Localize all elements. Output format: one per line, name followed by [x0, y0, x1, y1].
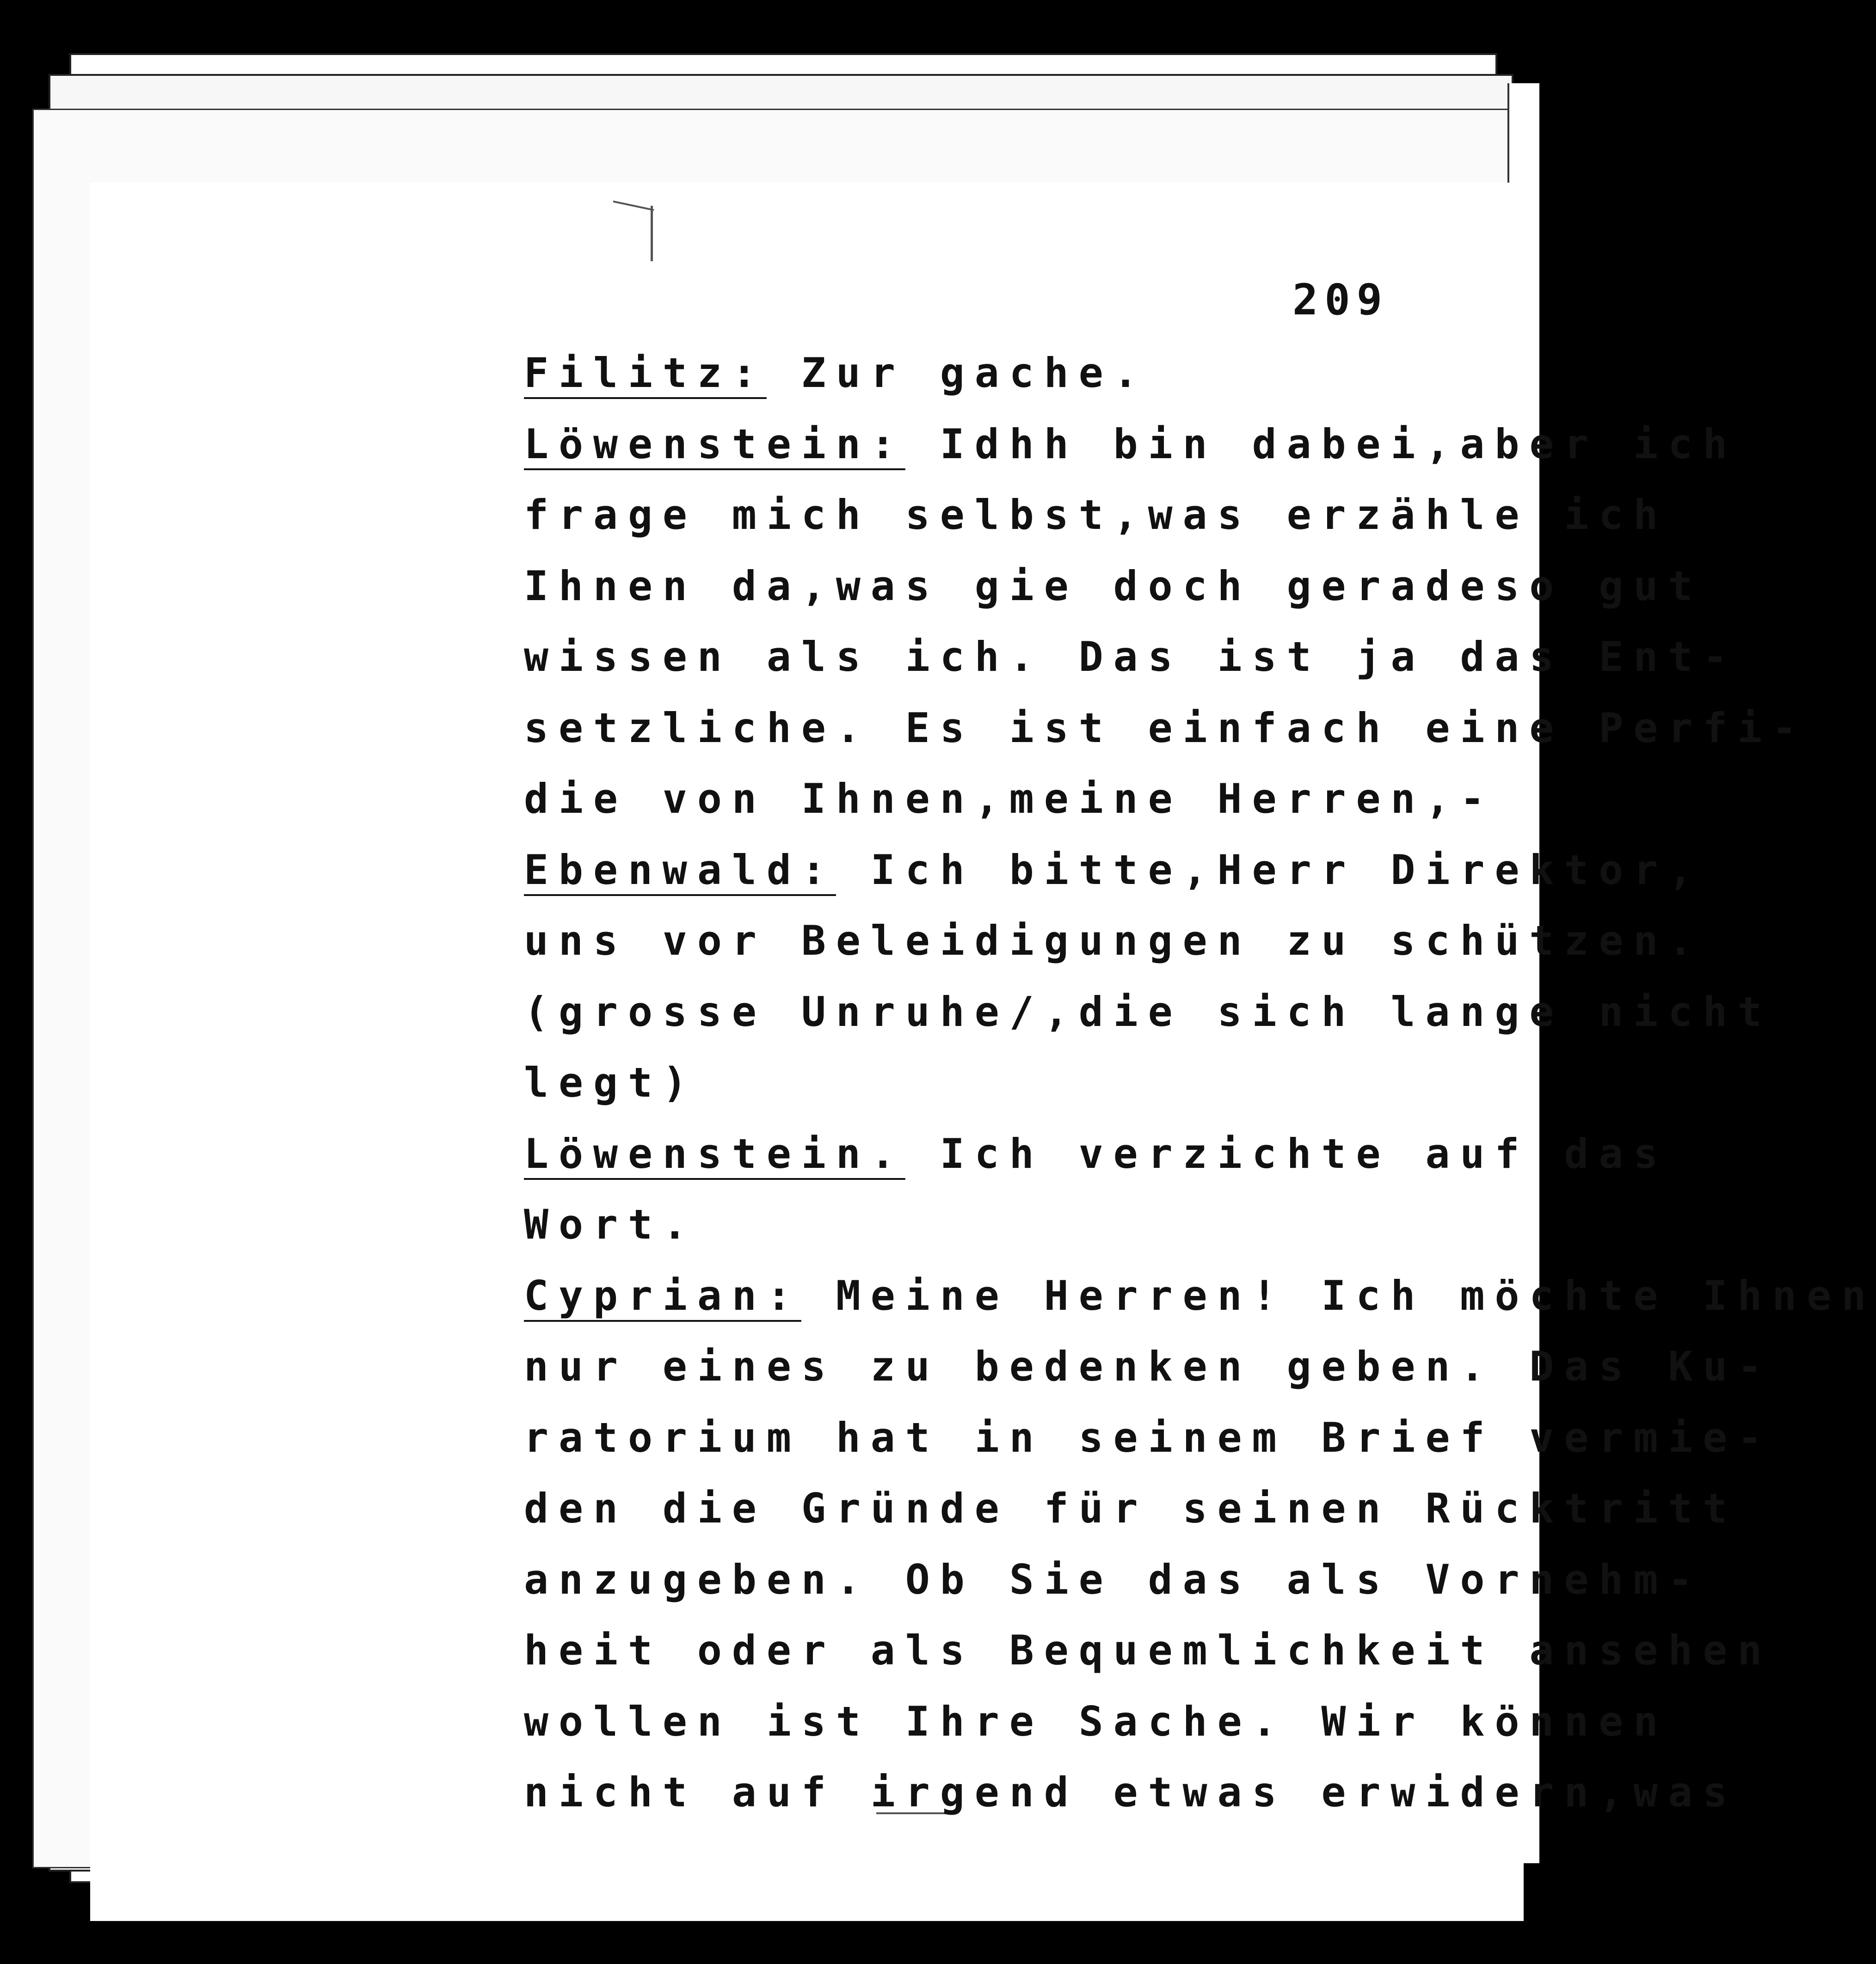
speaker-name: Löwenstein.: [524, 1129, 905, 1178]
line-text: Ich bitte,Herr Direktor,: [836, 846, 1703, 894]
text-line: [524, 349, 1148, 397]
line-text: die von Ihnen,meine Herren,-: [524, 775, 1495, 822]
speaker-name: Ebenwald:: [524, 846, 836, 894]
text-line: [524, 775, 1495, 822]
line-text: ratorium hat in seinem Brief vermie-: [524, 1413, 1772, 1461]
line-text: Ich verzichte auf das: [905, 1129, 1668, 1178]
text-line: [524, 1768, 1738, 1816]
line-text: wissen als ich. Das ist ja das Ent-: [524, 633, 1738, 681]
text-line: [524, 1343, 1772, 1390]
line-text: nicht auf irgend etwas erwidern,was: [524, 1768, 1738, 1816]
text-line: [524, 1485, 1738, 1532]
text-line: [524, 704, 1807, 752]
text-line: [524, 562, 1703, 610]
line-text: legt): [524, 1059, 697, 1106]
text-line: [524, 988, 1772, 1036]
text-line: [524, 846, 1703, 894]
line-text: Zur gache.: [766, 349, 1148, 397]
text-line: [524, 491, 1668, 539]
text-line: [524, 633, 1738, 681]
typewritten-page: [90, 183, 1876, 1921]
line-text: wollen ist Ihre Sache. Wir können: [524, 1697, 1668, 1745]
text-line: [524, 1697, 1668, 1745]
line-text: nur eines zu bedenken geben. Das Ku-: [524, 1343, 1772, 1390]
speaker-name: Löwenstein:: [524, 420, 905, 468]
text-line: [524, 1413, 1772, 1461]
text-line: [524, 1271, 1876, 1320]
line-text: uns vor Beleidigungen zu schützen.: [524, 917, 1703, 964]
speaker-name: Cyprian:: [524, 1271, 801, 1320]
text-line: [524, 1129, 1668, 1178]
line-text: (grosse Unruhe/,die sich lange nicht: [524, 988, 1772, 1036]
text-line: [524, 917, 1703, 964]
text-line: [524, 420, 1738, 468]
text-line: [524, 1555, 1703, 1603]
line-text: Meine Herren! Ich möchte Ihnen: [801, 1271, 1876, 1320]
pencil-mark: [613, 201, 654, 211]
text-line: [524, 1201, 697, 1248]
line-text: setzliche. Es ist einfach eine Perfi-: [524, 704, 1807, 752]
text-line: [524, 1626, 1772, 1674]
line-text: Ihnen da,was gie doch geradeso gut: [524, 562, 1703, 610]
line-text: anzugeben. Ob Sie das als Vornehm-: [524, 1555, 1703, 1603]
line-text: heit oder als Bequemlichkeit ansehen: [524, 1626, 1772, 1674]
line-text: Idhh bin dabei,aber ich: [905, 420, 1738, 468]
pencil-mark: [651, 206, 653, 261]
speaker-name: Filitz:: [524, 349, 767, 397]
line-text: den die Gründe für seinen Rücktritt: [524, 1485, 1738, 1532]
text-line: [524, 1059, 697, 1106]
line-text: Wort.: [524, 1201, 697, 1248]
line-text: frage mich selbst,was erzähle ich: [524, 491, 1668, 539]
page-number: 209: [1292, 275, 1389, 325]
